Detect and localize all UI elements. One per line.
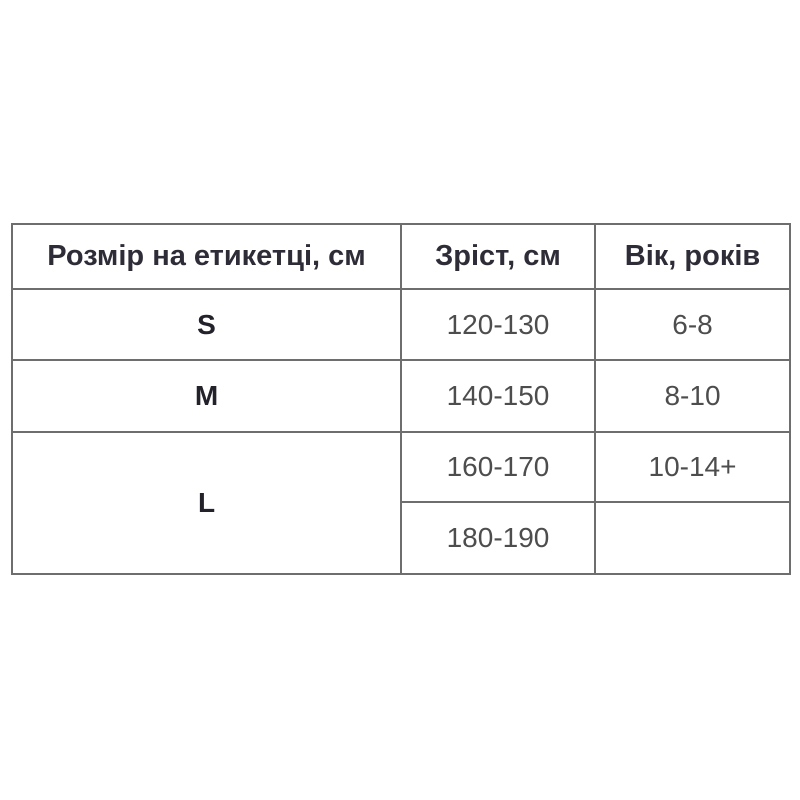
- table-row-m: [12, 360, 790, 432]
- header-size-label: Розмір на етикетці, см: [12, 224, 401, 289]
- header-height: Зріст, см: [401, 224, 595, 289]
- cell-height-l-2: 180-190: [401, 502, 595, 574]
- cell-age-m: 8-10: [595, 360, 790, 432]
- cell-size-l: L: [12, 432, 401, 574]
- table-row-s: [12, 289, 790, 360]
- cell-age-empty: [595, 502, 790, 574]
- size-chart-table: [11, 223, 791, 575]
- cell-size-m: M: [12, 360, 401, 432]
- table-row-l-1: [12, 432, 790, 502]
- cell-age-l: 10-14+: [595, 432, 790, 502]
- header-age: Вік, років: [595, 224, 790, 289]
- cell-height-m: 140-150: [401, 360, 595, 432]
- cell-age-s: 6-8: [595, 289, 790, 360]
- header-row: [12, 224, 790, 289]
- cell-height-s: 120-130: [401, 289, 595, 360]
- cell-size-s: S: [12, 289, 401, 360]
- cell-height-l-1: 160-170: [401, 432, 595, 502]
